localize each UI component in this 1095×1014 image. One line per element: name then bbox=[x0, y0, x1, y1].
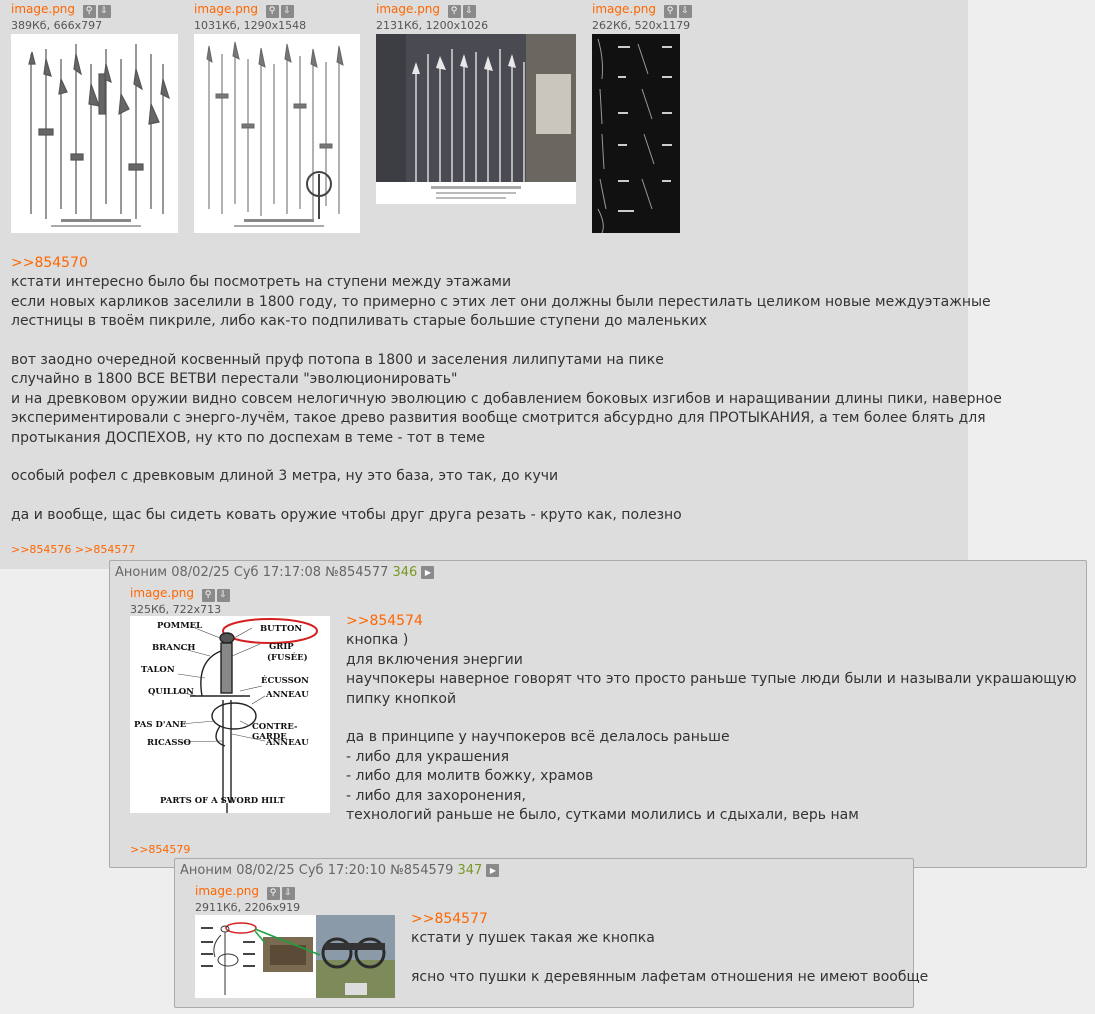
hilt-label: BRANCH bbox=[152, 643, 196, 653]
message-line bbox=[411, 949, 928, 968]
post-datetime: 08/02/25 Суб 17:17:08 bbox=[171, 565, 322, 580]
hilt-label: BUTTON bbox=[260, 624, 303, 634]
download-icon[interactable]: ⇩ bbox=[282, 887, 295, 900]
message-line: пипку кнопкой bbox=[346, 690, 457, 707]
post-count: 347 bbox=[457, 863, 483, 878]
file-meta: 325Кб, 722x713 bbox=[130, 602, 222, 616]
post-header bbox=[180, 863, 499, 878]
message-line: - либо для украшения bbox=[346, 748, 510, 765]
hilt-label: ANNEAU bbox=[266, 690, 309, 700]
message-line: вот заодно очередной косвенный пруф потопа в 1800 и заселения лилипутами на пике bbox=[11, 352, 664, 369]
thumbnail-polearms-photo[interactable] bbox=[376, 34, 576, 204]
message-line: лестницы в твоём пикриле, либо как-то подпиливать старые большие ступени до маленьких bbox=[11, 313, 708, 330]
file-name-link[interactable]: image.png bbox=[194, 2, 259, 16]
download-icon[interactable]: ⇩ bbox=[281, 5, 294, 18]
thumbnail-sword-hilt[interactable] bbox=[130, 616, 330, 813]
hilt-label: RICASSO bbox=[147, 738, 191, 748]
file-meta: 2911Кб, 2206x919 bbox=[195, 900, 301, 914]
download-icon[interactable]: ⇩ bbox=[98, 5, 111, 18]
message-line: да в принципе у научпокеров всё делалось раньше bbox=[346, 729, 730, 746]
post-message bbox=[11, 254, 1002, 526]
message-line: кстати интересно было бы посмотреть на ступени между этажами bbox=[11, 274, 512, 291]
message-line: протыкания ДОСПЕХОВ, ну кто по доспехам в теме - тот в теме bbox=[11, 429, 486, 446]
post-number[interactable]: №854579 bbox=[390, 863, 454, 878]
download-icon[interactable]: ⇩ bbox=[217, 589, 230, 602]
message-line: если новых карликов заселили в 1800 году, то примерно с этих лет они должны были перестилать целиком новые междуэтажные bbox=[11, 293, 991, 310]
file-meta: 262Кб, 520x1179 bbox=[592, 18, 691, 32]
magnifier-icon[interactable]: ⚲ bbox=[664, 5, 677, 18]
file-name-link[interactable]: image.png bbox=[11, 2, 76, 16]
file-info bbox=[195, 884, 300, 914]
reply-post-854579 bbox=[174, 858, 929, 1008]
magnifier-icon[interactable]: ⚲ bbox=[267, 887, 280, 900]
message-line: - либо для захоронения, bbox=[346, 787, 526, 804]
magnifier-icon[interactable]: ⚲ bbox=[83, 5, 96, 18]
thumbnail-weapons-chart-1[interactable] bbox=[11, 34, 178, 233]
message-line: особый рофел с древковым длиной 3 метра, ну это база, это так, до кучи bbox=[11, 468, 559, 485]
file-name-link[interactable]: image.png bbox=[130, 586, 195, 600]
message-line: и на древковом оружии видно совсем нелогичную эволюцию с добавлением боковых изгибов и наращивании длины пики, наверное bbox=[11, 390, 1002, 407]
hilt-label: GRIP bbox=[269, 642, 294, 652]
download-icon[interactable]: ⇩ bbox=[679, 5, 692, 18]
author-name: Аноним bbox=[180, 863, 233, 878]
post-header bbox=[115, 565, 434, 580]
hilt-label: QUILLON bbox=[148, 687, 194, 697]
message-line: для включения энергии bbox=[346, 651, 523, 668]
file-name-link[interactable]: image.png bbox=[195, 884, 260, 898]
file-name-link[interactable]: image.png bbox=[376, 2, 441, 16]
post-message bbox=[411, 910, 928, 988]
message-line: экспериментировали с энерго-лучём, такое древо развития вообще смотрится абсурдно для ПРОТЫКАНИЯ, а тем более блять для bbox=[11, 410, 986, 427]
file-meta: 389Кб, 666x797 bbox=[11, 18, 103, 32]
message-line: - либо для молитв божку, храмов bbox=[346, 768, 594, 785]
reply-link[interactable]: >>854574 bbox=[346, 613, 423, 629]
message-line bbox=[11, 487, 1002, 506]
backref-links[interactable]: >>854576 >>854577 bbox=[11, 543, 136, 556]
post-datetime: 08/02/25 Суб 17:20:10 bbox=[236, 863, 387, 878]
message-line: технологий раньше не было, сутками молились и сдыхали, верь нам bbox=[346, 807, 859, 824]
message-line: да и вообще, щас бы сидеть ковать оружие чтобы друг друга резать - круто как, полезно bbox=[11, 507, 682, 524]
download-icon[interactable]: ⇩ bbox=[463, 5, 476, 18]
magnifier-icon[interactable]: ⚲ bbox=[266, 5, 279, 18]
message-line: ясно что пушки к деревянным лафетам отношения не имеют вообще bbox=[411, 969, 929, 986]
hilt-label: CONTRE-GARDE bbox=[252, 722, 298, 742]
hilt-label: ÉCUSSON bbox=[261, 676, 309, 686]
play-icon[interactable]: ▶ bbox=[486, 864, 499, 877]
hilt-label: TALON bbox=[141, 665, 175, 675]
post-count: 346 bbox=[392, 565, 418, 580]
message-line: кнопка ) bbox=[346, 632, 409, 649]
message-line: кстати у пушек такая же кнопка bbox=[411, 930, 655, 947]
author-name: Аноним bbox=[115, 565, 168, 580]
message-line bbox=[11, 332, 1002, 351]
file-name-link[interactable]: image.png bbox=[592, 2, 657, 16]
magnifier-icon[interactable]: ⚲ bbox=[202, 589, 215, 602]
hilt-label: (FUSÉE) bbox=[267, 653, 308, 663]
backref-links[interactable]: >>854579 bbox=[130, 843, 191, 856]
file-info-3 bbox=[376, 2, 488, 32]
post-number[interactable]: №854577 bbox=[325, 565, 389, 580]
hilt-label: ANNEAU bbox=[266, 738, 309, 748]
file-info bbox=[130, 586, 230, 616]
reply-link[interactable]: >>854570 bbox=[11, 255, 88, 271]
message-line bbox=[346, 709, 1077, 728]
file-info-2 bbox=[194, 2, 306, 32]
hilt-label: POMMEL bbox=[157, 621, 203, 631]
file-info-1 bbox=[11, 2, 111, 32]
play-icon[interactable]: ▶ bbox=[421, 566, 434, 579]
file-meta: 2131Кб, 1200x1026 bbox=[376, 18, 489, 32]
thumbnail-cannon-collage[interactable] bbox=[195, 915, 395, 998]
reply-link[interactable]: >>854577 bbox=[411, 911, 488, 927]
magnifier-icon[interactable]: ⚲ bbox=[448, 5, 461, 18]
post-message bbox=[346, 612, 1077, 825]
thumbnail-dark-weapons[interactable] bbox=[592, 34, 680, 233]
thumbnail-weapons-chart-2[interactable] bbox=[194, 34, 360, 233]
message-line bbox=[11, 448, 1002, 467]
message-line: научпокеры наверное говорят что это просто раньше тупые люди были и называли украшающую bbox=[346, 671, 1077, 688]
message-line: случайно в 1800 ВСЕ ВЕТВИ перестали "эволюционировать" bbox=[11, 371, 458, 388]
file-info-4 bbox=[592, 2, 692, 32]
hilt-label: PAS D'ANE bbox=[134, 720, 187, 730]
hilt-caption: PARTS OF A SWORD HILT bbox=[160, 796, 285, 806]
file-meta: 1031Кб, 1290x1548 bbox=[194, 18, 307, 32]
reply-post-854577 bbox=[109, 560, 1087, 868]
